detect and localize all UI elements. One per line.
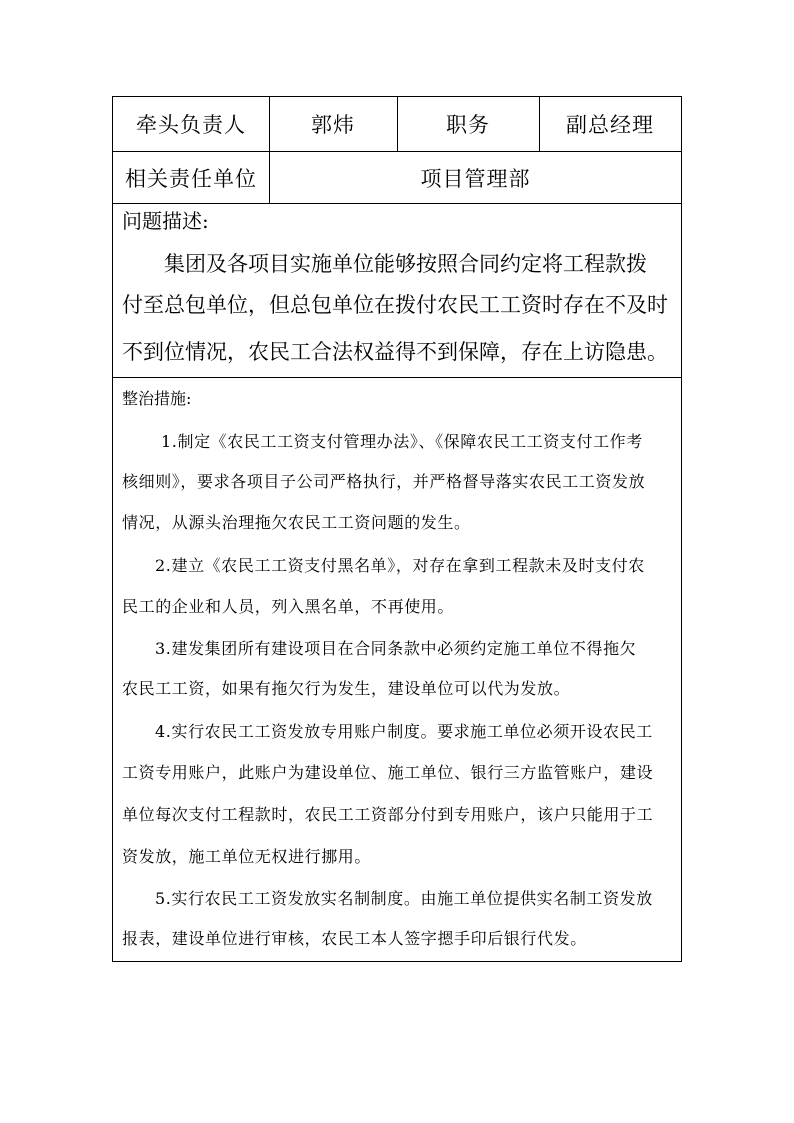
position-value: 副总经理 [566, 113, 654, 137]
problem-heading: 问题描述: [122, 209, 209, 233]
position-value-cell [539, 97, 681, 151]
measure-line: 2.建立《农民工工资支付黑名单》，对存在拿到工程款未及时支付农 [155, 556, 645, 575]
measure-line: 核细则》，要求各项目子公司严格执行，并严格督导落实农民工工资发放 [122, 472, 646, 491]
measure-line: 5.实行农民工工资发放实名制制度。由施工单位提供实名制工资发放 [155, 889, 653, 908]
measure-line: 3.建发集团所有建设项目在合同条款中必须约定施工单位不得拖欠 [155, 639, 637, 658]
measure-line: 单位每次支付工程款时，农民工工资部分付到专用账户，该户只能用于工 [122, 805, 654, 824]
divider [113, 203, 681, 204]
responsibility-table [112, 96, 682, 962]
measure-line: 情况，从源头治理拖欠农民工工资问题的发生。 [122, 513, 471, 532]
lead-name: 郭炜 [311, 113, 355, 137]
unit-value: 项目管理部 [420, 166, 531, 191]
divider [397, 97, 398, 151]
position-label: 职务 [446, 113, 490, 137]
divider [113, 377, 681, 378]
measure-line: 4.实行农民工工资发放专用账户制度。要求施工单位必须开设农民工 [155, 722, 653, 741]
unit-value-cell [270, 152, 681, 203]
measure-line: 资发放，施工单位无权进行挪用。 [122, 847, 372, 866]
lead-label: 牵头负责人 [136, 113, 246, 137]
problem-line: 付至总包单位，但总包单位在拨付农民工工资时存在不及时 [122, 293, 668, 317]
measure-line: 1.制定《农民工工资支付管理办法》、《保障农民工工资支付工作考 [161, 432, 643, 451]
unit-label: 相关责任单位 [125, 166, 257, 191]
problem-line: 集团及各项目实施单位能够按照合同约定将工程款拨 [164, 252, 647, 276]
problem-line: 不到位情况，农民工合法权益得不到保障，存在上访隐患。 [122, 340, 668, 364]
lead-label-cell [113, 97, 269, 151]
unit-label-cell [113, 152, 269, 203]
measure-line: 民工的企业和人员，列入黑名单，不再使用。 [122, 597, 455, 616]
lead-name-cell [269, 97, 397, 151]
measure-line: 农民工工资，如果有拖欠行为发生，建设单位可以代为发放。 [122, 679, 571, 698]
measures-heading: 整治措施: [122, 389, 192, 408]
position-label-cell [397, 97, 539, 151]
measure-line: 工资专用账户，此账户为建设单位、施工单位、银行三方监管账户，建设 [122, 763, 654, 782]
divider [539, 97, 540, 151]
measure-line: 报表，建设单位进行审核，农民工本人签字摁手印后银行代发。 [122, 929, 587, 948]
